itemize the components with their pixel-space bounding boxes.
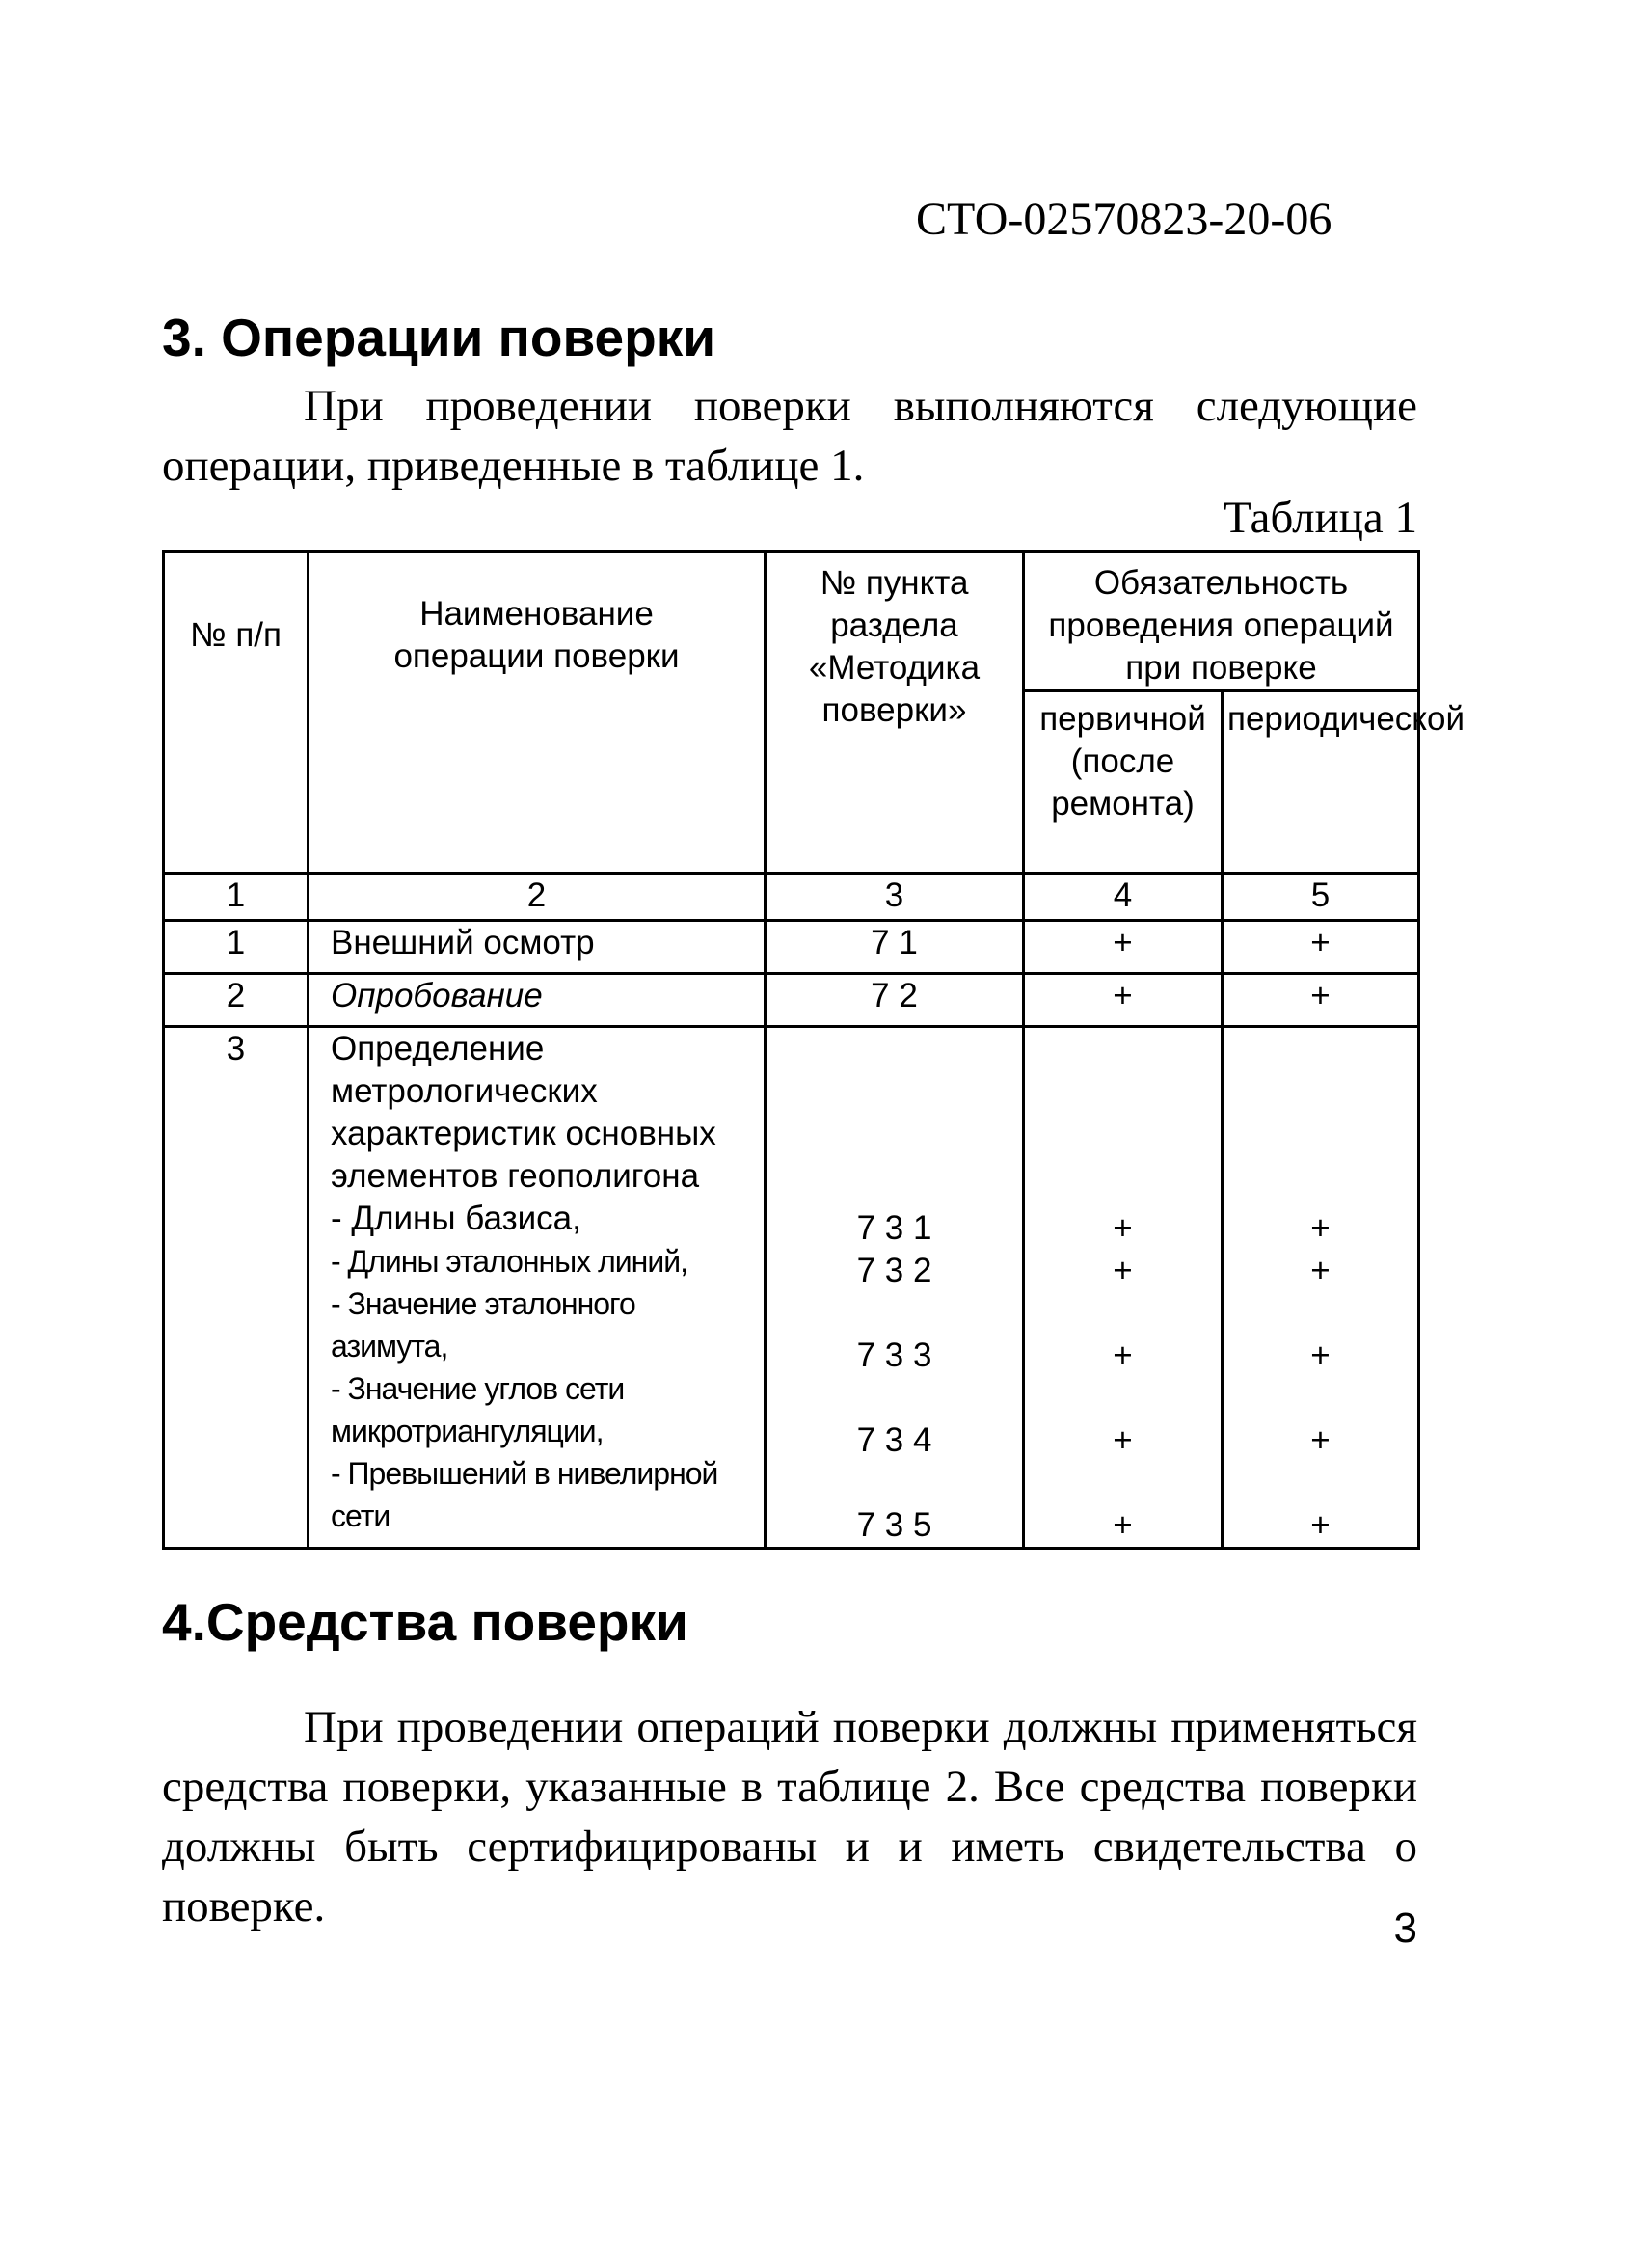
- row-name: [309, 1027, 766, 1549]
- subitem-item: 7 3 2: [856, 1252, 932, 1289]
- header-item: № пункта раздела «Методика поверки»: [766, 552, 1024, 874]
- header-num: № п/п: [164, 552, 309, 874]
- section-3-title: 3. Операции поверки: [162, 308, 716, 367]
- row3-title: Определение метрологических характеристик основных элементов геополигона: [331, 1030, 716, 1195]
- column-number: 2: [309, 874, 766, 921]
- header-primary: первичной (после ремонта): [1024, 691, 1223, 874]
- subitem-periodic: +: [1310, 1506, 1331, 1544]
- subitem-name: - Значение углов сети микротриангуляции,: [331, 1371, 625, 1448]
- subitem-primary: +: [1113, 1421, 1133, 1459]
- row-item: [766, 1027, 1024, 1549]
- table-row: [164, 921, 1419, 974]
- table-caption: Таблица 1: [1223, 493, 1417, 543]
- column-number: 4: [1024, 874, 1223, 921]
- row-primary: [1024, 1027, 1223, 1549]
- header-name: Наименование операции поверки: [309, 552, 766, 874]
- row-num: 2: [164, 974, 309, 1027]
- subitem-periodic: +: [1310, 1209, 1331, 1247]
- row-name: Опробование: [309, 974, 766, 1027]
- row-periodic: +: [1223, 921, 1419, 974]
- column-number: 5: [1223, 874, 1419, 921]
- table-row: [164, 974, 1419, 1027]
- table-row: [164, 1027, 1419, 1549]
- header-obligation: Обязательность проведения операций при поверке: [1024, 552, 1419, 691]
- column-number: 3: [766, 874, 1024, 921]
- subitem-item: 7 3 3: [856, 1336, 932, 1374]
- column-number-row: [164, 874, 1419, 921]
- subitem-primary: +: [1113, 1506, 1133, 1544]
- section-4-title: 4.Средства поверки: [162, 1592, 688, 1652]
- row-item: 7 1: [766, 921, 1024, 974]
- subitem-periodic: +: [1310, 1421, 1331, 1459]
- table-header-row: [164, 552, 1419, 691]
- page-number: 3: [1393, 1904, 1417, 1952]
- header-periodic: периодической: [1223, 691, 1419, 874]
- row-primary: +: [1024, 921, 1223, 974]
- document-code: СТО-02570823-20-06: [916, 194, 1332, 245]
- subitem-name: - Значение эталонного азимута,: [331, 1286, 635, 1364]
- subitem-primary: +: [1113, 1336, 1133, 1374]
- subitem-item: 7 3 1: [856, 1209, 932, 1247]
- subitem-periodic: +: [1310, 1336, 1331, 1374]
- subitem-periodic: +: [1310, 1252, 1331, 1289]
- section-3-intro: При проведении поверки выполняются следующие операции, приведенные в таблице 1.: [162, 381, 1417, 491]
- row-name: Внешний осмотр: [309, 921, 766, 974]
- column-number: 1: [164, 874, 309, 921]
- subitem-name: - Длины эталонных линий,: [331, 1244, 687, 1279]
- subitem-name: - Длины базиса,: [331, 1200, 581, 1237]
- subitem-name: - Превышений в нивелирной сети: [331, 1456, 718, 1533]
- row-item: 7 2: [766, 974, 1024, 1027]
- row-periodic: +: [1223, 974, 1419, 1027]
- subitem-primary: +: [1113, 1252, 1133, 1289]
- operations-table: [162, 550, 1466, 1550]
- row-num: 3: [164, 1027, 309, 1549]
- row-num: 1: [164, 921, 309, 974]
- subitem-item: 7 3 5: [856, 1506, 932, 1544]
- subitem-item: 7 3 4: [856, 1421, 932, 1459]
- section-4-text: При проведении операций поверки должны применяться средства поверки, указанные в таблице 2. Все средства поверки должны быть сертифицированы и и иметь свидетельства о поверке.: [162, 1702, 1417, 1931]
- row-primary: +: [1024, 974, 1223, 1027]
- row-periodic: [1223, 1027, 1419, 1549]
- subitem-primary: +: [1113, 1209, 1133, 1247]
